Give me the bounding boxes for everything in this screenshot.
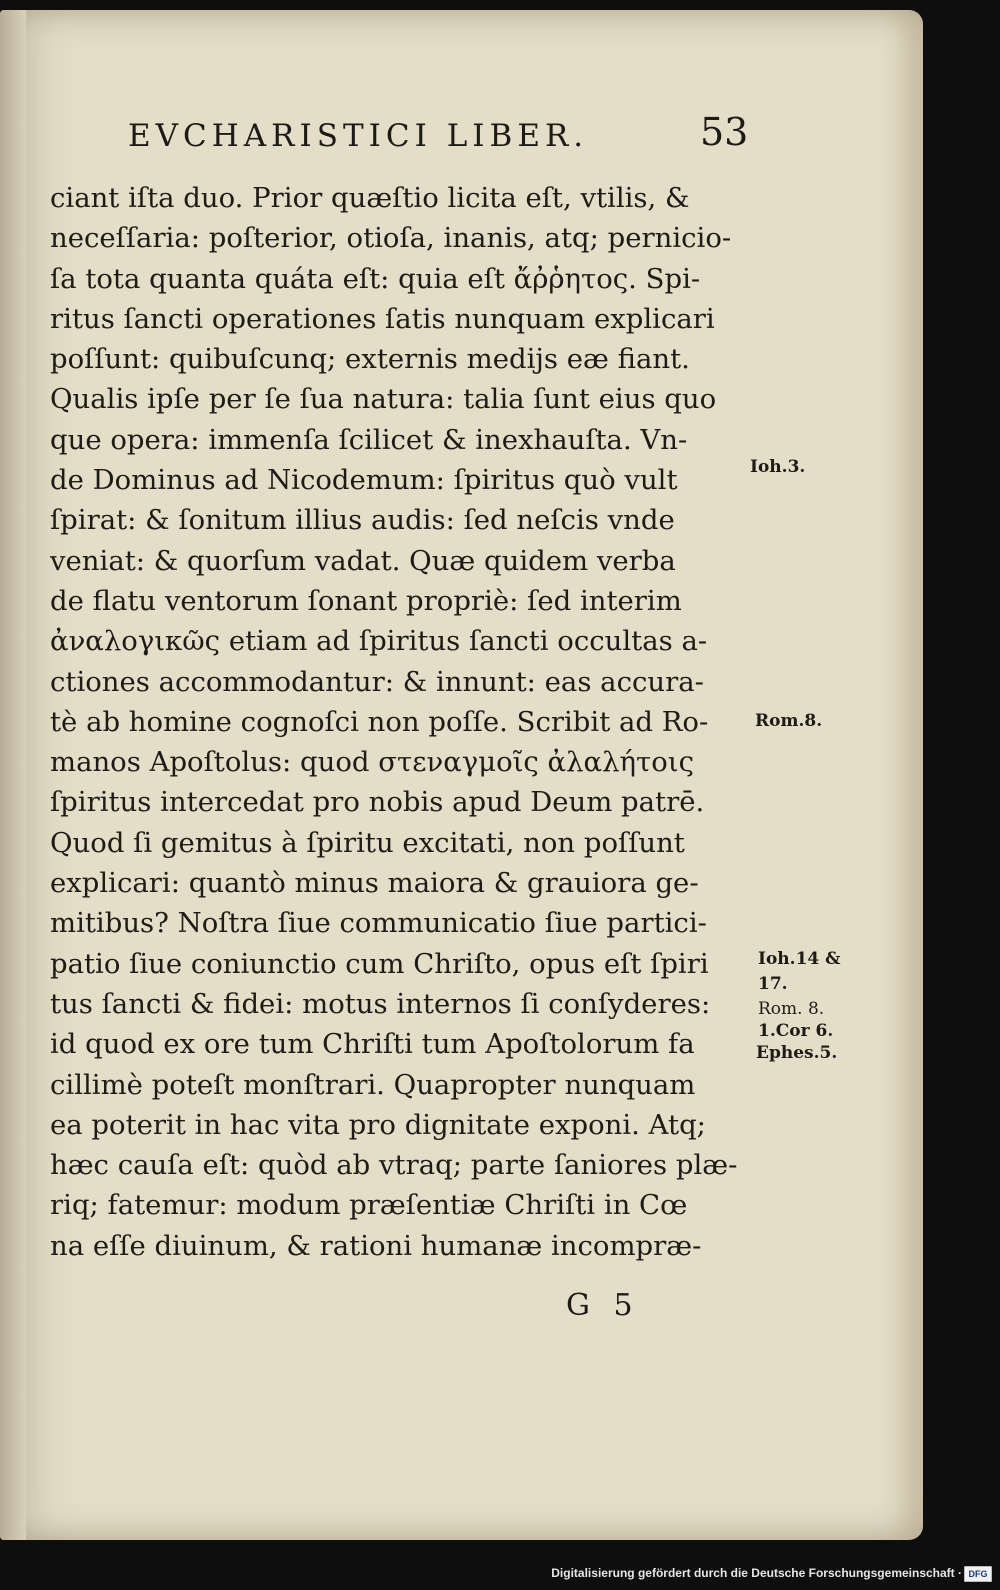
text-line: neceſſaria: poſterior, otioſa, inanis, atq; pernicio- — [50, 222, 732, 255]
text-line: ſpiritus intercedat pro nobis apud Deum patrē. — [50, 786, 705, 819]
text-line: tus ſancti & fidei: motus internos ſi conſyderes: — [50, 987, 711, 1020]
page-gutter — [0, 10, 26, 1540]
text-line: tè ab homine cognoſci non poſſe. Scribit ad Ro- — [50, 705, 709, 738]
text-line: veniat: & quorſum vadat. Quæ quidem verba — [50, 544, 676, 577]
text-line: ea poterit in hac vita pro dignitate exponi. Atq; — [50, 1108, 706, 1141]
body-text — [50, 178, 740, 1266]
text-line: patio ſiue coniunctio cum Chriſto, opus eſt ſpiri — [50, 947, 709, 980]
text-line: id quod ex ore tum Chriſti tum Apoſtolorum fa — [50, 1028, 695, 1061]
marginal-note-rom8: Rom.8. — [755, 711, 823, 731]
text-line: ciant iſta duo. Prior quæſtio licita eſt, vtilis, & — [50, 182, 690, 214]
text-line: Quod ſi gemitus à ſpiritu excitati, non poſſunt — [50, 826, 685, 859]
text-line: hæc cauſa eſt: quòd ab vtraq; parte ſaniores plæ- — [50, 1149, 738, 1182]
text-line: na eſſe diuinum, & rationi humanæ incompræ- — [50, 1229, 702, 1262]
text-line: manos Apoſtolus: quod στεναγμοῖς ἀλαλήτοις — [50, 746, 694, 779]
text-line: ἀναλογικῶς etiam ad ſpiritus ſancti occultas a- — [50, 625, 708, 658]
marginal-note-ephes5: Ephes.5. — [756, 1043, 838, 1063]
text-line: ctiones accommodantur: & innunt: eas accura- — [50, 665, 704, 698]
text-line: poſſunt: quibuſcunq; externis medijs eæ fiant. — [50, 343, 690, 376]
marginal-note-ioh3: Ioh.3. — [750, 457, 806, 477]
running-head: EVCHARISTICI LIBER. — [128, 118, 589, 154]
marginal-note-ioh14: Ioh.14 & — [758, 949, 841, 969]
text-line: de flatu ventorum ſonant propriè: ſed interim — [50, 584, 682, 617]
signature-mark: G 5 — [566, 1288, 633, 1323]
marginal-note-rom8b: Rom. 8. — [758, 999, 825, 1019]
text-line: que opera: immenſa ſcilicet & inexhauſta. Vn- — [50, 423, 688, 456]
text-line: ſpirat: & ſonitum illius audis: ſed neſcis vnde — [50, 504, 675, 537]
page-number: 53 — [700, 110, 749, 154]
marginal-note-cor6: 1.Cor 6. — [758, 1021, 834, 1041]
text-line: mitibus? Noſtra ſiue communicatio ſiue partici- — [50, 907, 707, 940]
book-page — [0, 10, 923, 1540]
text-line: explicari: quantò minus maiora & grauiora ge- — [50, 867, 699, 900]
marginal-note-ioh14-cont: 17. — [758, 974, 788, 994]
text-line: riq; fatemur: modum præſentiæ Chriſti in Cœ — [50, 1189, 688, 1222]
text-line: ritus ſancti operationes ſatis nunquam explicari — [50, 302, 715, 335]
text-line: de Dominus ad Nicodemum: ſpiritus quò vult — [50, 464, 678, 497]
digitization-credit: Digitalisierung gefördert durch die Deutsche Forschungsgemeinschaft · — [551, 1566, 962, 1580]
text-line: ſa tota quanta quáta eſt: quia eſt ἄῤῥητος. Spi- — [50, 262, 701, 295]
dfg-logo: DFG — [964, 1566, 992, 1582]
text-line: Qualis ipſe per ſe ſua natura: talia ſunt eius quo — [50, 383, 717, 416]
text-line: cillimè poteſt monſtrari. Quapropter nunquam — [50, 1068, 696, 1101]
